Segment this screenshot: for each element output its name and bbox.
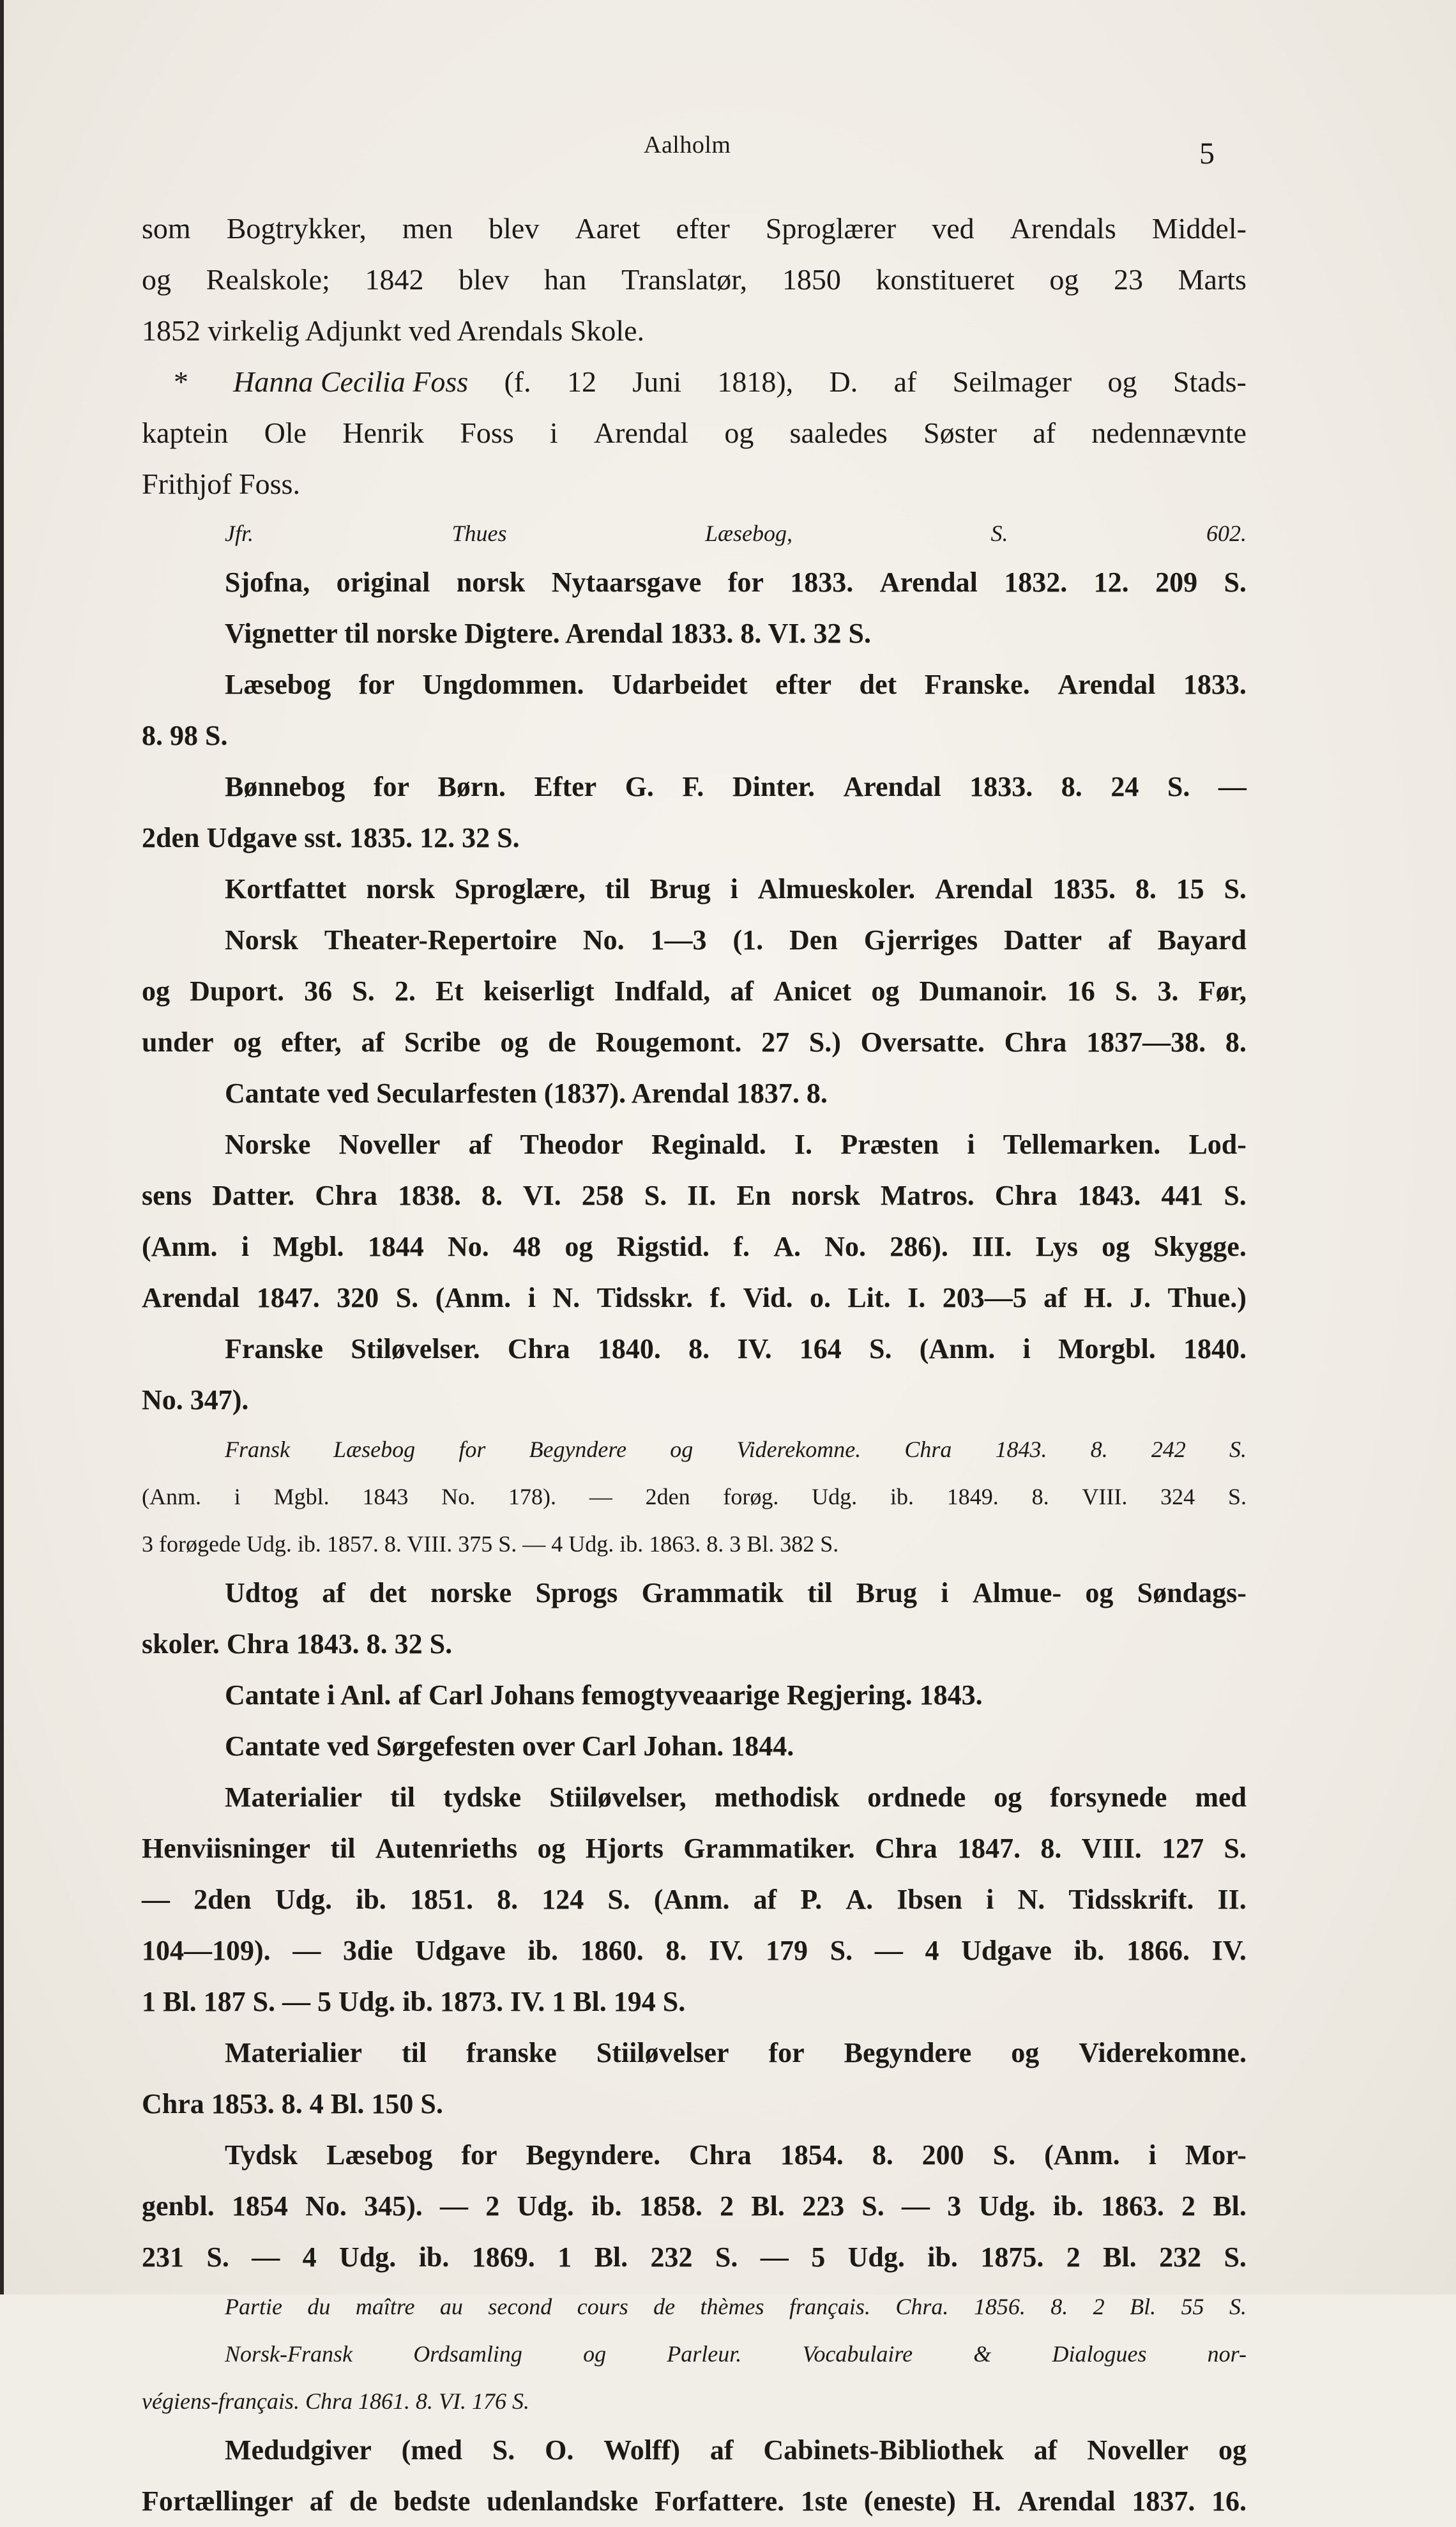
page-number: 5 (1199, 137, 1215, 171)
text-line: under og efter, af Scribe og de Rougemont. 27 S.) Oversatte. Chra 1837—38. 8. (142, 1027, 1247, 1058)
text-line: 1852 virkelig Adjunkt ved Arendals Skole. (142, 314, 645, 347)
page-body-text (142, 203, 1247, 2527)
text-line: Cantate ved Sørgefesten over Carl Johan. 1844. (225, 1730, 794, 1762)
text-line: Tydsk Læsebog for Begyndere. Chra 1854. 8. 200 S. (Anm. i Mor- (225, 2139, 1247, 2171)
text-line: Partie du maître au second cours de thèmes français. Chra. 1856. 8. 2 Bl. 55 S. (225, 2294, 1247, 2319)
text-line: sens Datter. Chra 1838. 8. VI. 258 S. II. En norsk Matros. Chra 1843. 441 S. (142, 1180, 1247, 1211)
text-line: Fransk Læsebog for Begyndere og Viderekomne. Chra 1843. 8. 242 S. (225, 1437, 1247, 1462)
text-line: Vignetter til norske Digtere. Arendal 1833. 8. VI. 32 S. (225, 618, 871, 649)
page-edge-shadow (0, 0, 4, 2294)
text-line: Norsk-Fransk Ordsamling og Parleur. Vocabulaire & Dialogues nor- (225, 2341, 1247, 2367)
text-line: og Duport. 36 S. 2. Et keiserligt Indfald, af Anicet og Dumanoir. 16 S. 3. Før, (142, 975, 1247, 1007)
text-line: Fortællinger af de bedste udenlandske Forfattere. 1ste (eneste) H. Arendal 1837. 16. (142, 2485, 1247, 2517)
text-line: Læsebog for Ungdommen. Udarbeidet efter det Franske. Arendal 1833. (225, 669, 1247, 700)
text-line: 2den Udgave sst. 1835. 12. 32 S. (142, 822, 520, 853)
text-line: genbl. 1854 No. 345). — 2 Udg. ib. 1858. 2 Bl. 223 S. — 3 Udg. ib. 1863. 2 Bl. (142, 2190, 1247, 2222)
text-line: * Hanna Cecilia Foss (f. 12 Juni 1818), D. af Seilmager og Stads- (174, 365, 1247, 398)
text-line: 1 Bl. 187 S. — 5 Udg. ib. 1873. IV. 1 Bl. 194 S. (142, 1986, 686, 2017)
text-line: (Anm. i Mgbl. 1843 No. 178). — 2den forøg. Udg. ib. 1849. 8. VIII. 324 S. (142, 1484, 1247, 1509)
text-line: Materialier til franske Stiiløvelser for Begyndere og Viderekomne. (225, 2037, 1247, 2068)
text-line: (Anm. i Mgbl. 1844 No. 48 og Rigstid. f. A. No. 286). III. Lys og Skygge. (142, 1231, 1247, 1262)
text-line: og Realskole; 1842 blev han Translatør, 1850 konstitueret og 23 Marts (142, 263, 1247, 296)
text-line: kaptein Ole Henrik Foss i Arendal og saaledes Søster af nedennævnte (142, 416, 1247, 449)
text-line: Udtog af det norske Sprogs Grammatik til Brug i Almue- og Søndags- (225, 1577, 1247, 1608)
text-line: Norske Noveller af Theodor Reginald. I. Præsten i Tellemarken. Lod- (225, 1129, 1247, 1160)
text-line: Frithjof Foss. (142, 468, 300, 500)
text-line: Jfr. Thues Læsebog, S. 602. (225, 521, 1247, 546)
text-line: 104—109). — 3die Udgave ib. 1860. 8. IV. 179 S. — 4 Udgave ib. 1866. IV. (142, 1935, 1247, 1966)
text-line: Cantate i Anl. af Carl Johans femogtyveaarige Regjering. 1843. (225, 1679, 983, 1711)
text-line: végiens-français. Chra 1861. 8. VI. 176 S. (142, 2388, 529, 2414)
text-line: 8. 98 S. (142, 720, 228, 751)
text-line: Materialier til tydske Stiiløvelser, methodisk ordnede og forsynede med (225, 1782, 1247, 1813)
text-line: Cantate ved Secularfesten (1837). Arendal 1837. 8. (225, 1078, 828, 1109)
text-line: Bønnebog for Børn. Efter G. F. Dinter. Arendal 1833. 8. 24 S. — (225, 771, 1247, 802)
running-head: Aalholm (644, 132, 731, 158)
text-line: Medudgiver (med S. O. Wolff) af Cabinets-Bibliothek af Noveller og (225, 2434, 1247, 2466)
text-line: No. 347). (142, 1384, 249, 1416)
page-header (0, 131, 1456, 169)
text-line: 231 S. — 4 Udg. ib. 1869. 1 Bl. 232 S. — 5 Udg. ib. 1875. 2 Bl. 232 S. (142, 2241, 1247, 2273)
text-line: Sjofna, original norsk Nytaarsgave for 1833. Arendal 1832. 12. 209 S. (225, 567, 1247, 598)
text-line: Arendal 1847. 320 S. (Anm. i N. Tidsskr. f. Vid. o. Lit. I. 203—5 af H. J. Thue.) (142, 1282, 1247, 1313)
text-line: Norsk Theater-Repertoire No. 1—3 (1. Den Gjerriges Datter af Bayard (225, 924, 1247, 956)
text-line: Chra 1853. 8. 4 Bl. 150 S. (142, 2088, 443, 2119)
text-line: Henviisninger til Autenrieths og Hjorts Grammatiker. Chra 1847. 8. VIII. 127 S. (142, 1833, 1247, 1864)
text-line: Franske Stiløvelser. Chra 1840. 8. IV. 164 S. (Anm. i Morgbl. 1840. (225, 1333, 1247, 1364)
text-line: som Bogtrykker, men blev Aaret efter Sproglærer ved Arendals Middel- (142, 212, 1247, 245)
text-line: — 2den Udg. ib. 1851. 8. 124 S. (Anm. af P. A. Ibsen i N. Tidsskrift. II. (142, 1884, 1247, 1915)
text-line: skoler. Chra 1843. 8. 32 S. (142, 1628, 453, 1660)
text-line: 3 forøgede Udg. ib. 1857. 8. VIII. 375 S. — 4 Udg. ib. 1863. 8. 3 Bl. 382 S. (142, 1531, 839, 1557)
text-line: Kortfattet norsk Sproglære, til Brug i Almueskoler. Arendal 1835. 8. 15 S. (225, 873, 1247, 905)
